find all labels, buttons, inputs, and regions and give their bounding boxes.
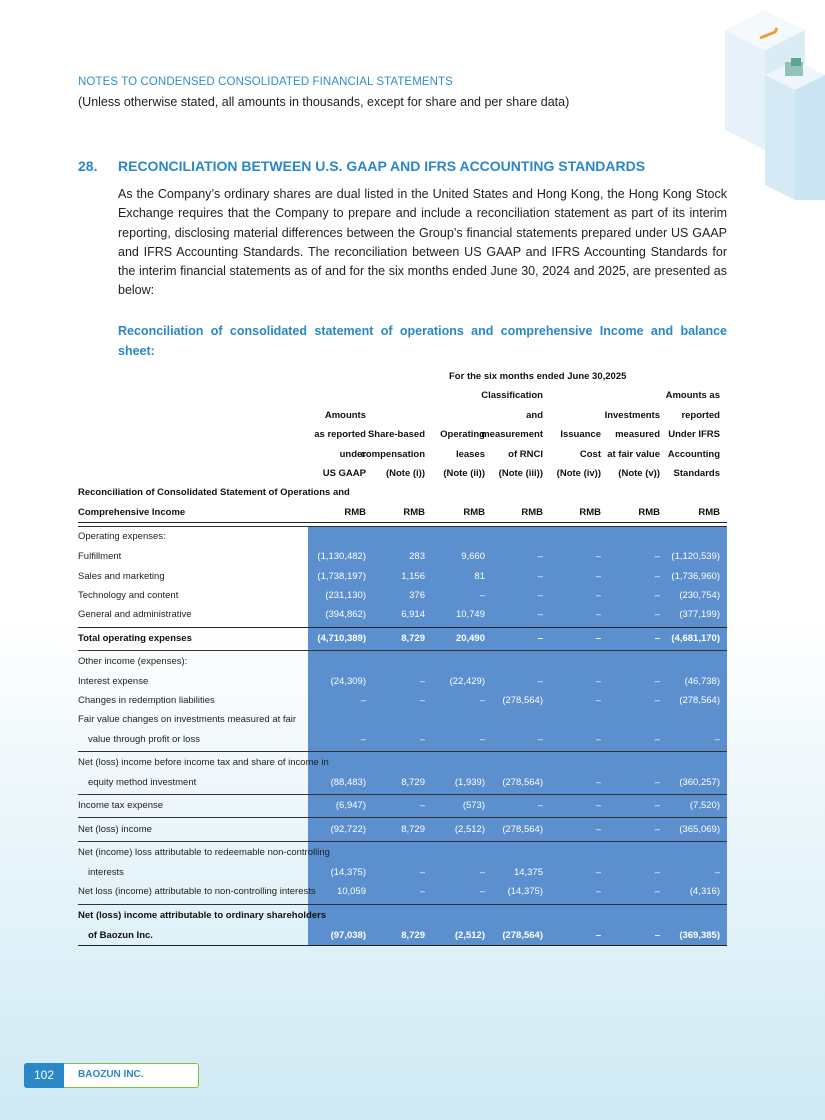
table-cell: – <box>537 734 543 745</box>
table-cell: – <box>654 571 660 582</box>
column-header-text: Amounts <box>324 409 366 421</box>
row-label: Sales and marketing <box>78 571 165 582</box>
table-cell: 1,156 <box>401 571 425 582</box>
row-label: Technology and content <box>78 590 179 601</box>
table-cell: – <box>419 800 425 811</box>
row-label: equity method investment <box>88 777 197 788</box>
row-label: of Baozun Inc. <box>88 930 153 941</box>
table-cell: – <box>360 695 366 706</box>
table-cell: (278,564) <box>502 930 543 941</box>
row-label: Net (loss) income before income tax and share of income in <box>78 757 329 768</box>
row-label: Operating expenses: <box>78 531 166 542</box>
row-label: Other income (expenses): <box>78 656 188 667</box>
column-header-text: Under IFRS <box>668 429 720 440</box>
page-number: 102 <box>24 1063 64 1088</box>
row-divider <box>78 526 727 527</box>
row-header-line1: Reconciliation of Consolidated Statement of Operations and <box>78 487 350 498</box>
table-cell: (6,947) <box>335 800 366 811</box>
row-divider <box>78 794 727 795</box>
row-divider <box>78 751 727 752</box>
table-cell: – <box>537 676 543 687</box>
column-header-text: measured <box>615 429 660 440</box>
table-cell: – <box>419 734 425 745</box>
table-cell: – <box>595 930 601 941</box>
row-label: Fulfillment <box>78 551 122 562</box>
row-header-line2: Comprehensive Income <box>78 507 186 518</box>
table-cell: – <box>479 590 485 601</box>
row-label: Net loss (income) attributable to non-controlling interests <box>78 886 316 897</box>
table-cell: 14,375 <box>513 867 543 878</box>
table-cell: – <box>537 551 543 562</box>
row-label: Fair value changes on investments measured at fair <box>78 714 297 725</box>
table-cell: (88,483) <box>330 777 366 788</box>
notes-subheader: (Unless otherwise stated, all amounts in thousands, except for share and per share data) <box>78 95 570 109</box>
table-cell: – <box>654 886 660 897</box>
table-cell: (1,738,197) <box>317 571 366 582</box>
column-header-text: and <box>526 409 543 421</box>
column-header-text: compensation <box>360 448 425 460</box>
table-cell: – <box>654 800 660 811</box>
table-cell: (231,130) <box>325 590 366 601</box>
column-header-text: Cost <box>579 448 601 460</box>
table-cell: 8,729 <box>401 633 425 644</box>
table-cell: 9,660 <box>461 551 485 562</box>
row-divider <box>78 627 727 628</box>
notes-header: NOTES TO CONDENSED CONSOLIDATED FINANCIAL STATEMENTS <box>78 76 453 88</box>
table-cell: (365,069) <box>679 824 720 835</box>
table-cell: – <box>714 867 720 878</box>
table-cell: 10,749 <box>455 609 485 620</box>
table-cell: – <box>595 800 601 811</box>
section-subheading: Reconciliation of consolidated statement of operations and comprehensive Income and balance sheet: <box>118 324 727 358</box>
table-cell: (278,564) <box>502 777 543 788</box>
table-cell: – <box>360 734 366 745</box>
table-cell: – <box>654 676 660 687</box>
column-header-text: (Note (ii)) <box>443 468 485 479</box>
column-header-text: (Note (iv)) <box>556 468 601 479</box>
table-cell: – <box>654 867 660 878</box>
table-cell: – <box>537 633 543 644</box>
table-cell: (4,681,170) <box>671 633 720 644</box>
table-cell: – <box>537 800 543 811</box>
column-header-text: Investments <box>604 409 660 421</box>
table-cell: 8,729 <box>401 824 425 835</box>
table-cell: (1,130,482) <box>317 551 366 562</box>
row-label: Income tax expense <box>78 800 164 811</box>
table-cell: – <box>479 695 485 706</box>
table-cell: – <box>654 930 660 941</box>
column-unit: RMB <box>521 507 543 518</box>
table-cell: – <box>654 734 660 745</box>
table-cell: – <box>654 590 660 601</box>
table-cell: – <box>654 609 660 620</box>
column-header-text: Accounting <box>667 448 720 460</box>
row-divider <box>78 945 727 946</box>
column-header-text: at fair value <box>607 448 660 460</box>
table-cell: (1,120,539) <box>671 551 720 562</box>
column-unit: RMB <box>579 507 601 518</box>
table-cell: 20,490 <box>455 633 485 644</box>
table-cell: (394,862) <box>325 609 366 620</box>
table-cell: (278,564) <box>679 695 720 706</box>
table-cell: – <box>654 824 660 835</box>
table-cell: 8,729 <box>401 777 425 788</box>
table-cell: (7,520) <box>689 800 720 811</box>
table-cell: – <box>654 551 660 562</box>
row-divider <box>78 904 727 905</box>
table-cell: – <box>654 633 660 644</box>
table-cell: 8,729 <box>401 930 425 941</box>
column-header-text: under <box>339 448 366 460</box>
section-number: 28. <box>78 158 98 174</box>
table-cell: (369,385) <box>679 930 720 941</box>
table-cell: – <box>654 695 660 706</box>
table-cell: – <box>595 867 601 878</box>
row-divider <box>78 650 727 651</box>
table-cell: (4,710,389) <box>317 633 366 644</box>
column-unit: RMB <box>638 507 660 518</box>
table-cell: (360,257) <box>679 777 720 788</box>
table-cell: – <box>595 777 601 788</box>
table-cell: (97,038) <box>330 930 366 941</box>
column-header-text: as reported <box>314 429 366 440</box>
column-header-text: leases <box>455 448 485 460</box>
table-cell: (1,939) <box>454 777 485 788</box>
decorative-cubes-graphic <box>665 0 825 200</box>
table-cell: – <box>595 824 601 835</box>
table-cell: (24,309) <box>330 676 366 687</box>
table-cell: (230,754) <box>679 590 720 601</box>
row-label: Total operating expenses <box>78 633 192 644</box>
column-header-text: (Note (i)) <box>385 468 425 479</box>
row-label: value through profit or loss <box>88 734 200 745</box>
table-cell: – <box>479 867 485 878</box>
table-cell: – <box>419 886 425 897</box>
row-label: Net (loss) income attributable to ordinary shareholders <box>78 910 327 921</box>
table-cell: (14,375) <box>330 867 366 878</box>
row-label: interests <box>88 867 124 878</box>
column-header-text: Standards <box>673 468 720 479</box>
table-cell: – <box>595 695 601 706</box>
row-label: Changes in redemption liabilities <box>78 695 215 706</box>
column-header-text: Operating <box>440 429 485 440</box>
column-header-text: Share-based <box>367 429 425 440</box>
column-unit: RMB <box>463 507 485 518</box>
table-cell: (278,564) <box>502 824 543 835</box>
column-header-text: Issuance <box>560 429 601 440</box>
table-cell: 376 <box>409 590 425 601</box>
table-cell: – <box>595 676 601 687</box>
table-cell: – <box>595 571 601 582</box>
table-cell: – <box>537 571 543 582</box>
table-cell: – <box>595 590 601 601</box>
footer-company: BAOZUN INC. <box>78 1069 144 1080</box>
column-header-text: Amounts as <box>665 390 720 401</box>
column-header-text: of RNCI <box>508 448 543 460</box>
table-values-shading <box>308 527 727 945</box>
column-header-text: measurement <box>481 429 543 440</box>
column-header-text: Classification <box>481 390 543 401</box>
table-cell: (22,429) <box>449 676 485 687</box>
table-cell: (1,736,960) <box>671 571 720 582</box>
table-cell: 283 <box>409 551 425 562</box>
table-cell: – <box>479 886 485 897</box>
table-cell: – <box>595 609 601 620</box>
table-cell: (14,375) <box>507 886 543 897</box>
table-cell: – <box>419 867 425 878</box>
table-cell: (573) <box>462 800 485 811</box>
row-divider <box>78 841 727 842</box>
table-cell: – <box>479 734 485 745</box>
table-cell: – <box>595 633 601 644</box>
table-cell: – <box>714 734 720 745</box>
table-cell: – <box>537 590 543 601</box>
period-heading: For the six months ended June 30,2025 <box>449 371 627 382</box>
table-cell: (46,738) <box>684 676 720 687</box>
table-cell: (278,564) <box>502 695 543 706</box>
table-cell: – <box>595 551 601 562</box>
table-cell: (2,512) <box>454 930 485 941</box>
row-label: General and administrative <box>78 609 192 620</box>
column-unit: RMB <box>403 507 425 518</box>
column-header-text: US GAAP <box>322 468 366 479</box>
section-title: RECONCILIATION BETWEEN U.S. GAAP AND IFRS ACCOUNTING STANDARDS <box>118 158 646 174</box>
column-header-text: (Note (iii)) <box>498 468 543 479</box>
table-cell: 81 <box>474 571 485 582</box>
column-unit: RMB <box>344 507 366 518</box>
section-paragraph: As the Company’s ordinary shares are dual listed in the United States and Hong Kong, the Hong Kong Stock Exchange requires that the Company to prepare and include a reconciliation statement as part of its interim reporting, disclosing material differences between the Group’s financial statements prepared under US GAAP and IFRS Accounting Standards. The reconciliation between US GAAP and IFRS Accounting Standards for the interim financial statements as of and for the six months ended June 30, 2024 and 2025, are presented as below: <box>118 187 727 298</box>
column-header-text: (Note (v)) <box>618 468 660 479</box>
column-unit: RMB <box>698 507 720 518</box>
table-cell: – <box>419 695 425 706</box>
table-cell: – <box>419 676 425 687</box>
table-cell: 6,914 <box>401 609 425 620</box>
row-label: Net (loss) income <box>78 824 152 835</box>
table-cell: – <box>595 886 601 897</box>
table-cell: (2,512) <box>454 824 485 835</box>
table-cell: (377,199) <box>679 609 720 620</box>
header-rule <box>78 522 727 523</box>
table-cell: 10,059 <box>336 886 366 897</box>
table-cell: – <box>654 777 660 788</box>
row-divider <box>78 817 727 818</box>
row-label: Net (income) loss attributable to redeemable non-controlling <box>78 847 330 858</box>
column-header-text: reported <box>681 409 720 421</box>
table-cell: – <box>595 734 601 745</box>
table-cell: – <box>537 609 543 620</box>
table-cell: (92,722) <box>330 824 366 835</box>
row-label: Interest expense <box>78 676 149 687</box>
table-cell: (4,316) <box>689 886 720 897</box>
